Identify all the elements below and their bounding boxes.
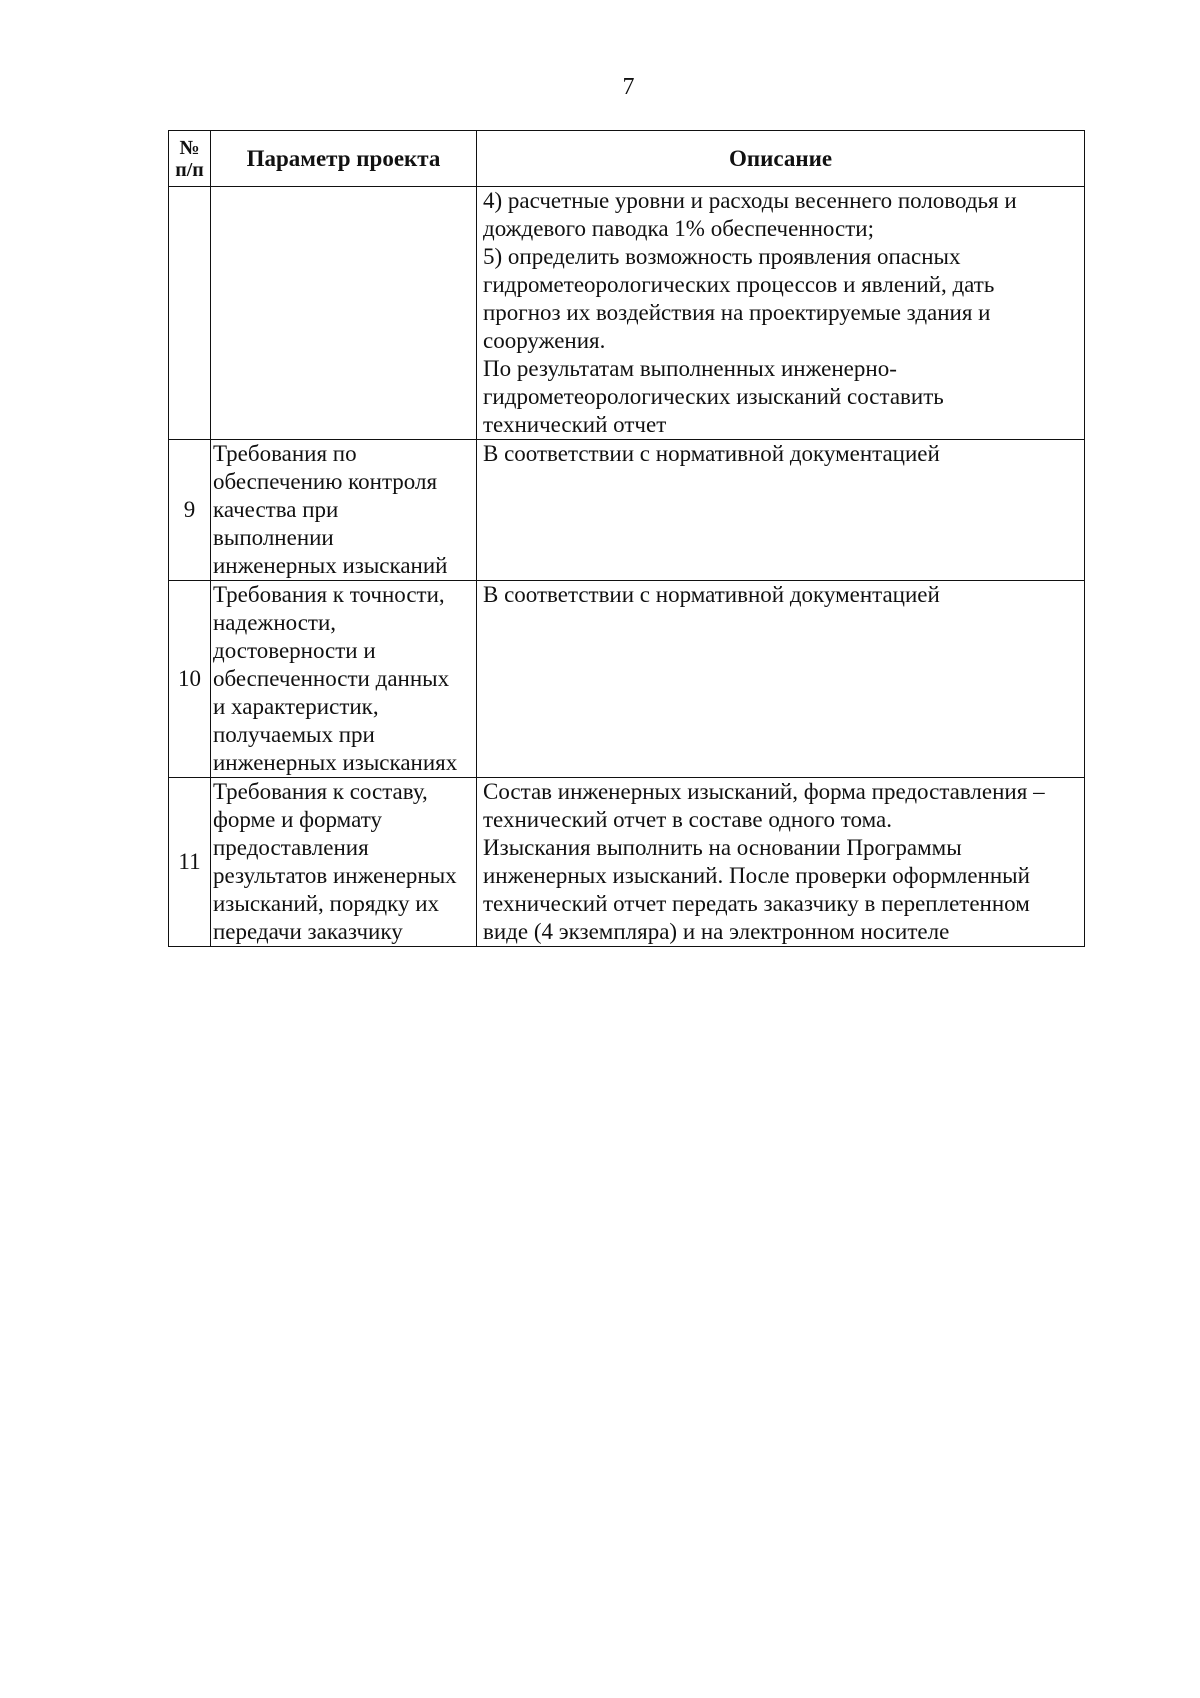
description-line: технический отчет в составе одного тома. xyxy=(483,807,892,832)
description-line: дождевого паводка 1% обеспеченности; xyxy=(483,216,874,241)
row-description xyxy=(477,440,1085,581)
table-row xyxy=(169,187,1085,440)
parameter-line: Требования по xyxy=(213,441,357,466)
page-number: 7 xyxy=(622,74,635,100)
description-line: Изыскания выполнить на основании Программы xyxy=(483,835,962,860)
row-parameter xyxy=(211,187,477,440)
description-line: В соответствии с нормативной документацией xyxy=(483,441,940,466)
parameter-line: инженерных изысканиях xyxy=(213,750,458,775)
parameter-line: форме и формату xyxy=(213,807,382,832)
table-row xyxy=(169,778,1085,947)
parameter-line: надежности, xyxy=(213,610,337,635)
description-line: Состав инженерных изысканий, форма предоставления – xyxy=(483,779,1045,804)
description-line: инженерных изысканий. После проверки оформленный xyxy=(483,863,1030,888)
row-number xyxy=(169,187,211,440)
parameter-line: инженерных изысканий xyxy=(213,553,448,578)
description-line: технический отчет xyxy=(483,412,667,437)
parameter-line: выполнении xyxy=(213,525,334,550)
row-parameter xyxy=(211,581,477,778)
header-number-line: № xyxy=(179,136,200,159)
parameter-line: изысканий, порядку их xyxy=(213,891,440,916)
parameter-line: получаемых при xyxy=(213,722,375,747)
parameter-line: обеспечению контроля xyxy=(213,469,438,494)
row-number: 10 xyxy=(169,581,211,778)
row-number: 9 xyxy=(169,440,211,581)
row-number: 11 xyxy=(169,778,211,947)
description-line: По результатам выполненных инженерно- xyxy=(483,356,897,381)
header-parameter: Параметр проекта xyxy=(211,131,477,187)
parameter-line: обеспеченности данных xyxy=(213,666,450,691)
row-description xyxy=(477,778,1085,947)
parameter-line: достоверности и xyxy=(213,638,376,663)
table-row xyxy=(169,581,1085,778)
parameter-line: и характеристик, xyxy=(213,694,379,719)
row-parameter xyxy=(211,778,477,947)
table-header-row xyxy=(169,131,1085,187)
row-description xyxy=(477,187,1085,440)
description-line: прогноз их воздействия на проектируемые здания и xyxy=(483,300,991,325)
header-description: Описание xyxy=(477,131,1085,187)
parameter-line: результатов инженерных xyxy=(213,863,457,888)
parameter-line: предоставления xyxy=(213,835,369,860)
parameter-line: передачи заказчику xyxy=(213,919,403,944)
parameter-line: Требования к составу, xyxy=(213,779,428,804)
parameter-line: качества при xyxy=(213,497,339,522)
description-line: виде (4 экземпляра) и на электронном носителе xyxy=(483,919,950,944)
description-line: В соответствии с нормативной документацией xyxy=(483,582,940,607)
row-description xyxy=(477,581,1085,778)
description-line: сооружения. xyxy=(483,328,606,353)
header-number-line: п/п xyxy=(175,158,204,181)
table-row xyxy=(169,440,1085,581)
requirements-table xyxy=(168,130,1085,947)
header-number xyxy=(169,131,211,187)
description-line: гидрометеорологических изысканий составить xyxy=(483,384,944,409)
description-line: 5) определить возможность проявления опасных xyxy=(483,244,961,269)
description-line: технический отчет передать заказчику в переплетенном xyxy=(483,891,1030,916)
description-line: гидрометеорологических процессов и явлений, дать xyxy=(483,272,995,297)
parameter-line: Требования к точности, xyxy=(213,582,445,607)
row-parameter xyxy=(211,440,477,581)
description-line: 4) расчетные уровни и расходы весеннего половодья и xyxy=(483,188,1017,213)
